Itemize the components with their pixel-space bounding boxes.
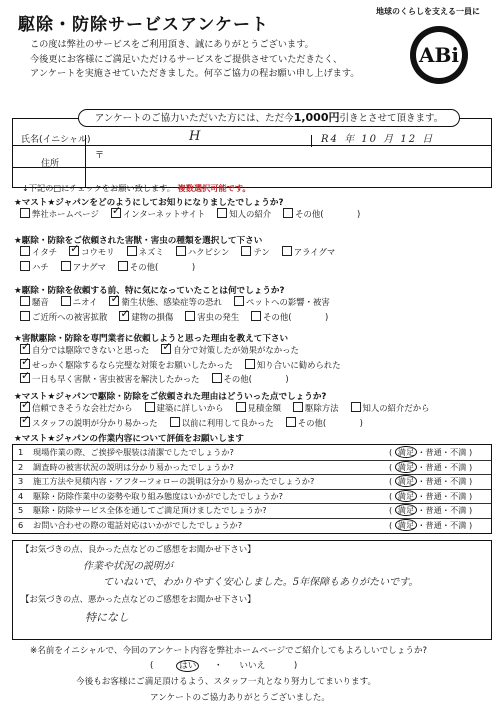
name-field[interactable]: H: [189, 129, 201, 144]
row-number: 6: [18, 520, 24, 530]
name-label: 氏名(イニシャル): [21, 135, 91, 145]
bad-comments-label: 【お気づきの点、悪かった点などのご感想をお聞かせ下さい】: [21, 594, 256, 604]
rating-options: ( 満足 ・普通・不満 ): [389, 476, 473, 487]
option-item[interactable]: [241, 247, 269, 257]
evaluation-row: [13, 518, 491, 533]
option-item[interactable]: [245, 360, 341, 370]
other-input[interactable]: ): [158, 261, 196, 272]
rating-choice[interactable]: 不満: [449, 476, 467, 487]
evaluation-row: [13, 460, 491, 476]
date-field[interactable]: R4 年 10 月 12 日: [321, 134, 435, 145]
evaluation-row: [13, 489, 491, 505]
option-label: アナグマ: [72, 261, 106, 272]
logo-tagline: 地球のくらしを支える一員に: [376, 7, 480, 16]
question-heading: ★駆除・防除を依頼する前、特に気になっていたことは何でしょうか?: [14, 286, 285, 296]
option-label: 自分で対策したが効果がなかった: [173, 345, 299, 355]
checkbox[interactable]: [245, 359, 255, 369]
option-item[interactable]: [20, 262, 49, 272]
rating-choice[interactable]: 満足: [395, 519, 417, 531]
checkbox[interactable]: [185, 311, 195, 321]
option-item[interactable]: [282, 247, 335, 257]
question-heading: ★害獣駆除・防除を専門業者に依頼しようと思った理由を教えて下さい: [14, 334, 289, 344]
company-logo: [408, 24, 470, 86]
other-input[interactable]: ): [323, 209, 361, 219]
rating-choice[interactable]: 満足: [395, 504, 417, 516]
intro-text: [30, 38, 359, 82]
rating-options: ( 満足 ・普通・不満 ): [389, 461, 473, 472]
row-question: 施工方法や見積内容・アフターフォローの説明は分かり易かったでしょうか?: [33, 476, 315, 487]
option-label: 知人の紹介だから: [362, 403, 430, 413]
option-label: 建築に詳しいから: [156, 403, 224, 413]
option-label: 建物の損傷: [131, 311, 174, 322]
option-row: [20, 359, 353, 371]
option-item[interactable]: [61, 297, 98, 307]
option-item[interactable]: [119, 312, 173, 322]
rating-choice[interactable]: 不満: [449, 490, 467, 501]
option-label: 自分では駆除できないと思った: [32, 345, 150, 355]
rating-choice[interactable]: 普通: [425, 461, 442, 472]
checkbox[interactable]: [20, 344, 30, 354]
option-label: 騒音: [32, 297, 49, 307]
bad-comments-text[interactable]: 特になし: [85, 611, 129, 624]
rating-choice[interactable]: 満足: [395, 446, 417, 458]
option-label: インターネットサイト: [122, 209, 206, 219]
evaluation-row: [13, 445, 491, 461]
option-row: [20, 296, 342, 308]
rating-options: ( 満足 ・普通・不満 ): [389, 520, 473, 530]
option-item[interactable]: [109, 297, 222, 307]
checkbox[interactable]: [241, 246, 251, 256]
option-item[interactable]: [20, 360, 233, 370]
rating-options: ( 満足 ・普通・不満 ): [389, 447, 473, 457]
option-label: コウモリ: [81, 247, 115, 257]
option-row: [20, 246, 347, 258]
good-comments-line[interactable]: 作業や状況の説明が: [83, 561, 173, 572]
option-item[interactable]: [20, 247, 57, 257]
other-input[interactable]: ): [291, 311, 329, 322]
other-input[interactable]: ): [251, 374, 289, 384]
rating-choice[interactable]: 普通: [425, 505, 442, 516]
customer-info-table: [12, 118, 492, 188]
comments-box: [12, 540, 492, 640]
option-item[interactable]: [234, 297, 330, 307]
option-item[interactable]: [20, 312, 107, 322]
consent-yes[interactable]: はい: [176, 660, 199, 672]
option-label: ニオイ: [72, 297, 98, 307]
checkbox[interactable]: [286, 417, 296, 427]
coupon-pre: アンケートのご協力いただいた方には、ただ今: [94, 113, 294, 124]
evaluation-table: [12, 444, 492, 534]
consent-question: ※名前をイニシャルで、今回のアンケート内容を弊社ホームページでご紹介してもよろしいでしょうか?: [30, 646, 428, 656]
checkbox[interactable]: [351, 402, 361, 412]
option-item[interactable]: [293, 403, 339, 413]
option-item[interactable]: [69, 247, 115, 257]
closing-line: 今後もお客様にご満足頂けるよう、スタッフ一丸となり努力してまいります。: [76, 677, 377, 687]
checkbox[interactable]: [145, 402, 155, 412]
rating-choice[interactable]: 満足: [395, 461, 417, 473]
row-number: 4: [18, 490, 24, 501]
question-heading: ★駆除・防除をご依頼された害獣・害虫の種類を選択して下さい: [14, 236, 263, 246]
rating-choice[interactable]: 普通: [425, 476, 442, 487]
row-number: 5: [18, 505, 24, 516]
option-label: その他(: [297, 417, 327, 428]
option-label: 信頼できそうな会社だから: [32, 403, 133, 413]
option-label: 知り合いに勧められた: [256, 359, 341, 370]
checkbox[interactable]: [234, 296, 244, 306]
row-question: 駆除・防除作業中の姿勢や取り組み態度はいかがでしたでしょうか?: [33, 490, 283, 501]
option-label: その他(: [129, 261, 159, 272]
option-item[interactable]: [127, 247, 164, 257]
option-label: 知人の紹介: [229, 209, 272, 219]
rating-options: ( 満足 ・普通・不満 ): [389, 490, 473, 501]
rating-choice[interactable]: 不満: [449, 520, 467, 530]
option-label: テン: [253, 247, 270, 257]
option-label: せっかく駆除するなら完璧な対策をお願いしたかった: [32, 359, 233, 370]
option-row: [20, 208, 372, 220]
checkbox[interactable]: [217, 208, 227, 218]
option-item[interactable]: [61, 262, 106, 272]
option-item[interactable]: [283, 209, 360, 219]
option-label: その他(: [295, 209, 324, 219]
checkbox[interactable]: [127, 246, 137, 256]
multi-select-note: 複数選択可能です。: [177, 183, 251, 193]
rating-choice[interactable]: 不満: [449, 505, 467, 516]
checkbox[interactable]: [20, 373, 30, 383]
rating-choice[interactable]: 普通: [425, 447, 442, 457]
checkbox[interactable]: [20, 208, 30, 218]
option-item[interactable]: [251, 312, 328, 322]
row-number: 2: [18, 461, 24, 472]
option-item[interactable]: [236, 403, 282, 413]
checkbox[interactable]: [293, 402, 303, 412]
row-question: 調査時の被害状況の説明は分かり易かったでしょうか?: [33, 461, 234, 472]
checkbox[interactable]: [118, 261, 128, 271]
checkbox[interactable]: [161, 344, 171, 354]
postal-mark: 〒: [95, 151, 105, 161]
coupon-amount: 1,000円: [293, 111, 340, 124]
checkbox[interactable]: [20, 261, 30, 271]
option-item[interactable]: [351, 403, 430, 413]
rating-choice[interactable]: 不満: [449, 447, 467, 457]
checkbox[interactable]: [61, 261, 71, 271]
option-item[interactable]: [217, 209, 271, 219]
option-label: 害虫の発生: [197, 311, 240, 322]
checkbox[interactable]: [20, 296, 30, 306]
checkbox[interactable]: [61, 296, 71, 306]
checkbox[interactable]: [109, 296, 119, 306]
checkbox[interactable]: [176, 246, 186, 256]
rating-choice[interactable]: 不満: [449, 461, 467, 472]
checkbox[interactable]: [20, 246, 30, 256]
option-label: 弊社ホームページ: [32, 209, 99, 219]
option-label: 駆除方法: [305, 403, 339, 413]
row-number: 1: [18, 447, 24, 457]
option-label: イタチ: [32, 247, 58, 257]
option-label: ご近所への被害拡散: [32, 311, 108, 322]
checkbox[interactable]: [212, 373, 222, 383]
evaluation-question: ★マスト★ジャパンの作業内容について評価をお願いします: [14, 434, 244, 444]
option-item[interactable]: [118, 262, 195, 272]
rating-choice[interactable]: 満足: [395, 490, 417, 502]
option-label: ハクビシン: [187, 247, 230, 257]
checkbox[interactable]: [20, 417, 30, 427]
checkbox[interactable]: [69, 246, 79, 256]
option-item[interactable]: [20, 374, 200, 384]
checkbox[interactable]: [283, 208, 293, 218]
option-item[interactable]: [20, 418, 158, 428]
check-notice: [22, 183, 251, 194]
coupon-banner: [78, 109, 460, 127]
option-row: [20, 417, 375, 429]
coupon-post: 引きとさせて頂きます。: [339, 113, 444, 124]
rating-choice[interactable]: 普通: [425, 520, 442, 530]
intro-line: アンケートを実施させていただきました。何卒ご協力の程お願い申し上げます。: [30, 68, 360, 79]
row-number: 3: [18, 476, 24, 487]
row-question: 現場作業の際、ご挨拶や服装は清潔でしたでしょうか?: [33, 447, 234, 457]
row-question: お問い合わせの際の電話対応はいかがでしたでしょうか?: [33, 520, 243, 530]
option-item[interactable]: [176, 247, 230, 257]
option-item[interactable]: [111, 209, 205, 219]
option-label: 一日も早く害獣・害虫被害を解決したかった: [32, 374, 200, 384]
option-label: スタッフの説明が分かり易かった: [32, 417, 158, 428]
good-comments-label: 【お気づきの点、良かった点などのご感想をお聞かせ下さい】: [21, 544, 256, 554]
checkbox[interactable]: [236, 402, 246, 412]
checkbox[interactable]: [282, 246, 292, 256]
address-label: 住所: [41, 159, 60, 169]
option-row: [20, 373, 301, 385]
consent-options: ( はい ・ いいえ ): [150, 661, 298, 671]
option-row: [20, 261, 207, 273]
checkbox[interactable]: [20, 359, 30, 369]
good-comments-line[interactable]: ていねいで、わかりやすく安心しました。5年保障もありがたいです。: [103, 577, 419, 588]
option-row: [20, 402, 442, 414]
logo-letters: ABi: [418, 43, 460, 67]
rating-options: ( 満足 ・普通・不満 ): [389, 505, 473, 516]
checkbox[interactable]: [111, 208, 121, 218]
question-heading: ★マスト★ジャパンで駆除・防除をご依頼された理由はどういった点でしょうか?: [14, 392, 327, 402]
option-item[interactable]: [170, 418, 274, 428]
option-item[interactable]: [161, 345, 299, 355]
rating-choice[interactable]: 満足: [395, 475, 417, 487]
option-label: 見積金額: [247, 403, 281, 413]
evaluation-row: [13, 503, 491, 519]
question-heading: ★マスト★ジャパンをどのようにしてお知りになりましたでしょうか?: [14, 198, 284, 208]
other-input[interactable]: ): [326, 417, 363, 428]
checkbox[interactable]: [119, 311, 129, 321]
option-label: その他(: [263, 311, 292, 322]
closing-thanks: アンケートのご協力ありがとうございました。: [150, 693, 330, 703]
intro-line: 今後更にお客様にご満足いただけるサービスをご提供させていただきたく、: [30, 53, 343, 65]
rating-choice[interactable]: 普通: [425, 490, 442, 501]
option-label: アライグマ: [293, 247, 336, 257]
checkbox[interactable]: [20, 311, 30, 321]
consent-no[interactable]: いいえ: [239, 661, 266, 671]
option-item[interactable]: [20, 209, 99, 219]
option-item[interactable]: [185, 312, 239, 322]
option-item[interactable]: [20, 345, 149, 355]
option-label: 衛生状態、感染症等の恐れ: [121, 297, 222, 307]
evaluation-row: [13, 474, 491, 490]
checkbox[interactable]: [170, 417, 180, 427]
option-label: ネズミ: [138, 247, 164, 257]
survey-title: 駆除・防除サービスアンケート: [18, 15, 269, 35]
option-label: ハチ: [32, 261, 49, 272]
intro-line: この度は弊社のサービスをご利用頂き、誠にありがとうございます。: [30, 39, 314, 50]
option-row: [20, 311, 340, 323]
option-label: ペットへの影響・被害: [245, 297, 330, 307]
option-label: その他(: [223, 374, 252, 384]
notice-text: ↓下記の□にチェックをお願い致します。: [22, 183, 175, 193]
option-item[interactable]: [20, 403, 133, 413]
option-item[interactable]: [212, 374, 289, 384]
option-row: [20, 344, 311, 356]
option-item[interactable]: [145, 403, 224, 413]
option-item[interactable]: [286, 418, 363, 428]
checkbox[interactable]: [20, 402, 30, 412]
checkbox[interactable]: [251, 311, 261, 321]
row-question: 駆除・防除サービス全体を通してご満足頂けましたでしょうか?: [33, 505, 267, 516]
option-item[interactable]: [20, 297, 49, 307]
option-label: 以前に利用して良かった: [181, 417, 274, 428]
